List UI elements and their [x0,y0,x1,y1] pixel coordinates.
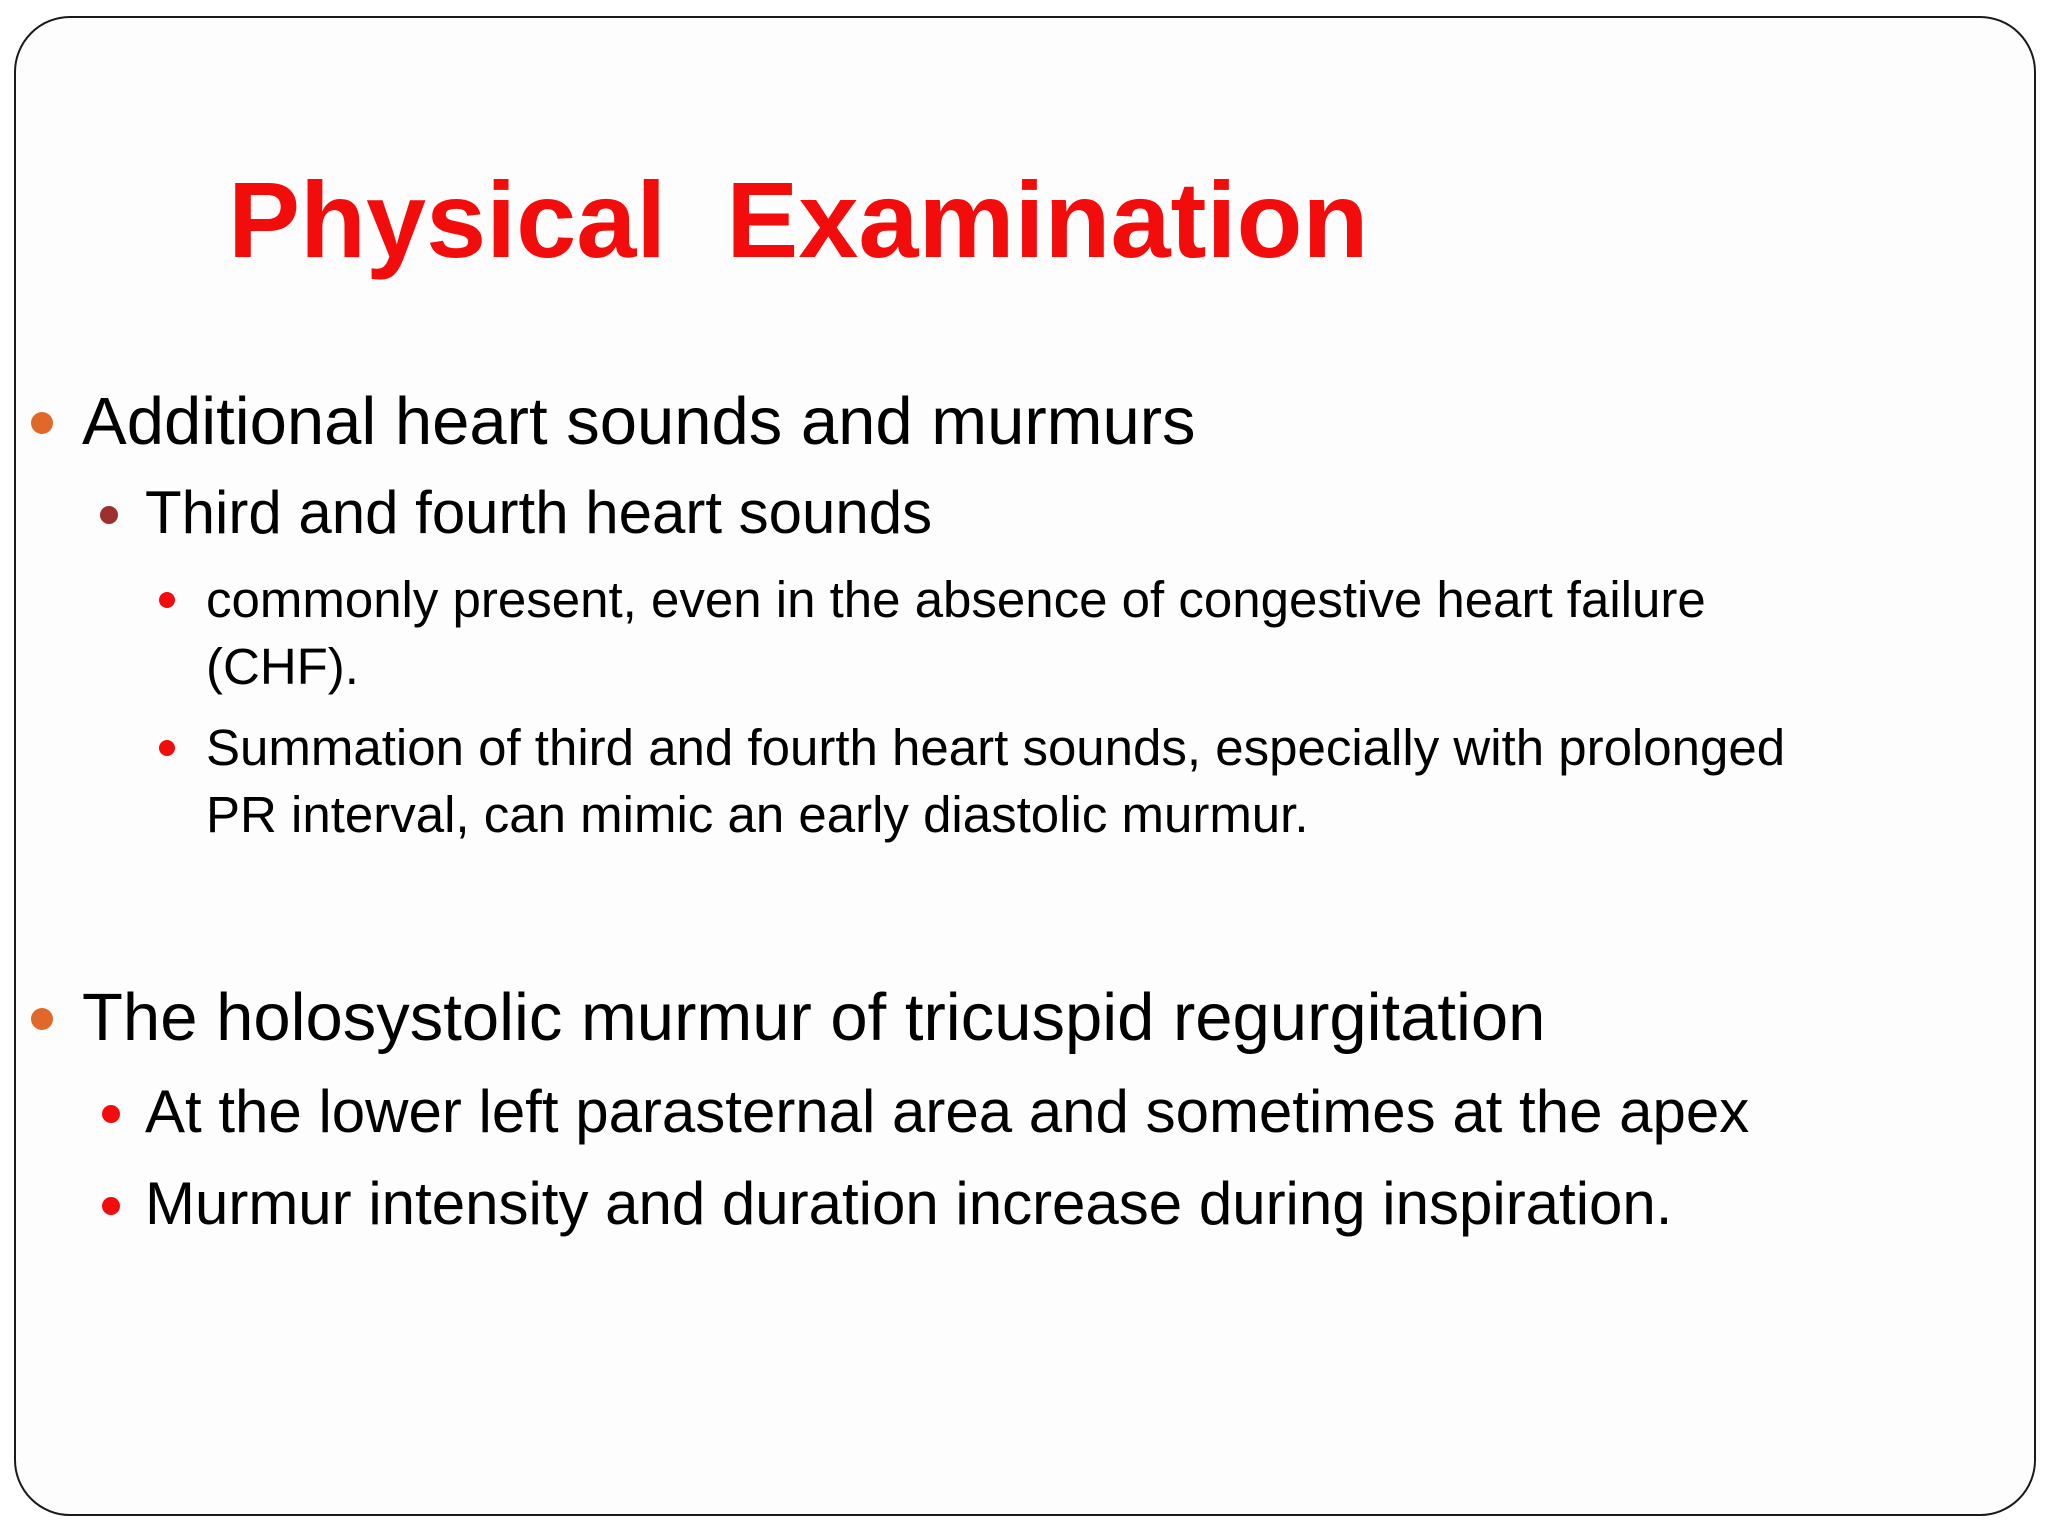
sub-point: Murmur intensity and duration increase during inspiration. [145,1170,1673,1237]
bullet-level3-icon [159,592,175,608]
detail-point-line: PR interval, can mimic an early diastolic murmur. [206,786,1309,843]
bullet-level2-icon [100,506,118,524]
bullet-level1-icon [31,412,53,434]
sub-point: Third and fourth heart sounds [145,479,933,546]
bullet-level3-icon [159,740,175,756]
sub-point: At the lower left parasternal area and sometimes at the apex [145,1078,1750,1145]
bullet-level2-icon [102,1105,120,1123]
detail-point-line: Summation of third and fourth heart sounds, especially with prolonged [206,719,1786,776]
bullet-level2-icon [102,1197,120,1215]
bullet-level1-icon [31,1008,53,1030]
detail-point-line: commonly present, even in the absence of congestive heart failure [206,571,1706,628]
detail-point-line: (CHF). [206,638,359,695]
slide-title: Physical Examination [228,159,1369,280]
section-heading: The holosystolic murmur of tricuspid regurgitation [82,980,1546,1055]
section-heading: Additional heart sounds and murmurs [82,384,1196,459]
